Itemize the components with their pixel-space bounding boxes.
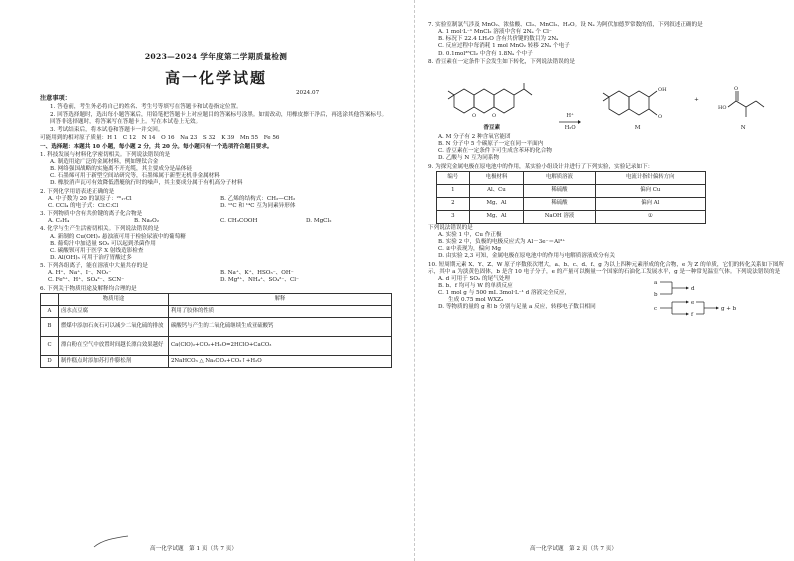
table-cell: 燃煤中添加石灰石可以减少二氧化硫的排放 (59, 317, 169, 336)
svg-text:HO: HO (718, 104, 727, 111)
structure-n-drawing (718, 85, 768, 125)
option: C. CH₃COOH (220, 218, 258, 225)
diagram-node-a: a (654, 279, 658, 286)
option: A. H⁺、Na⁺、I⁻、NO₃⁻ (48, 270, 112, 277)
option: D. Al(OH)₃ 可用于治疗胃酸过多 (50, 254, 132, 261)
option: B. 乙烯的结构式：CH₂—CH₂ (220, 195, 296, 202)
notes-heading: 注意事项： (40, 94, 71, 102)
table-row (437, 184, 706, 197)
question-2 (40, 189, 392, 210)
table-cell: D (41, 355, 59, 367)
table-cell: Al、Cu (469, 184, 524, 197)
table-header (41, 293, 59, 305)
question-3 (40, 211, 392, 225)
structure-m-drawing (601, 81, 675, 125)
table-cell: 利用了胶体的性质 (169, 305, 392, 317)
option: B. 标况下 22.4 LH₂O 含有共价键的数目为 2Nₐ (438, 36, 559, 43)
question-prompt: 下列说法错误的是 (428, 224, 473, 231)
question-stem: 6. 下列关于物质用途及解释均合理的是 (40, 285, 137, 292)
table-header: 解释 (169, 293, 392, 305)
option: C. Fe³⁺、H⁺、SO₄²⁻、SCN⁻ (48, 277, 125, 284)
option: D. 乙酸与 N 互为同系物 (438, 155, 500, 162)
table-cell: 2NaHCO₃ △ Na₂CO₃+CO₂↑+H₂O (169, 355, 392, 367)
table-cell: 稀硫酸 (524, 184, 595, 197)
question-4 (40, 226, 392, 262)
atomic-masses: 可能用到的相对原子质量：H 1 C 12 N 14 O 16 Na 23 S 32 K 39 Mn 55 Fe 56 (40, 135, 280, 142)
table-cell: 卤水点豆腐 (59, 305, 169, 317)
question-stem: 8. 香豆素在一定条件下会发生如下转化，下列说法错误的是 (428, 58, 575, 65)
diagram-node-b: b (654, 291, 658, 298)
question-stem: 9. 为探究金属电极在原电池中的作用，某实验小组设计并进行了下列实验，实验记录如下： (428, 163, 654, 170)
q6-table (40, 293, 392, 368)
coumarin-label: 香豆素 (483, 124, 501, 131)
structure-m (601, 81, 675, 132)
option: D. 由实验 2,3 可知，金属电极在原电池中的作用与电解质溶液成分有关 (438, 253, 615, 260)
structure-n (718, 85, 768, 132)
table-cell: 稀硫酸 (524, 197, 595, 210)
diagram-node-c: c (654, 305, 658, 312)
table-cell: 碳酸钙与产生的二氧化硫继续生成亚硫酸钙 (169, 317, 392, 336)
table-cell: 漂白粉在空气中放置时间越长漂白效果越好 (59, 336, 169, 355)
option: C. 香豆素在一定条件下可生成含苯环的化合物 (438, 148, 552, 155)
table-header: 电解质溶液 (524, 171, 595, 184)
option: A. d 可用于 SO₂ 的尾气处理 (438, 275, 510, 282)
option: A. M 分子有 2 种含氧官能团 (438, 133, 511, 140)
option: B. Na⁺、K⁺、HSO₃⁻、OH⁻ (220, 270, 294, 277)
svg-text:O: O (657, 113, 662, 120)
note-item: 1. 答卷前，考生务必将自己的姓名、考生号等填写在答题卡和试卷指定位置。 (50, 103, 242, 110)
svg-text:O: O (491, 112, 496, 119)
svg-text:O: O (471, 112, 476, 119)
question-1 (40, 152, 392, 188)
option: D. MgCl₂ (306, 218, 332, 225)
reaction-arrow (559, 113, 581, 132)
question-stem: 2. 下列化学用语表述正确的是 (40, 188, 115, 195)
question-8 (428, 59, 784, 163)
diagram-node-f: f (691, 311, 694, 318)
table-cell: 3 (437, 210, 470, 223)
note-item: 3. 考试结束后，将本试卷和答题卡一并交回。 (50, 127, 164, 134)
note-item: 2. 回答选择题时，选出每小题答案后，用铅笔把答题卡上对应题目的答案标号涂黑。如需改动，用橡皮擦干净后，再选涂其他答案标号。回答非选择题时，将答案写在答题卡上。写在本试卷上无效。 (50, 112, 388, 126)
svg-text:O: O (734, 85, 739, 92)
table-cell: 制作糕点时添加苏打作膨松剂 (59, 355, 169, 367)
option: B. N 分子中 5 个碳原子一定在同一平面内 (438, 141, 544, 148)
arrow-condition-top: H⁺ (566, 112, 574, 119)
handwritten-mark (92, 534, 132, 550)
reaction-scheme (428, 70, 784, 132)
table-row (41, 317, 392, 336)
q9-table (436, 171, 706, 224)
left-page (40, 0, 392, 561)
table-cell: Mg、Al (469, 197, 524, 210)
page-footer: 高一化学试题 第 1 页（共 7 页） (150, 545, 237, 552)
exam-title: 高一化学试题 (164, 68, 267, 87)
arrow-condition-bottom: H₂O (564, 125, 576, 132)
table-cell: Ca(ClO)₂+CO₂+H₂O=2HClO+CaCO₃ (169, 336, 392, 355)
option: D. 0.1mol³⁵Cl₂ 中含有 1.8Nₐ 个中子 (438, 50, 533, 57)
table-cell: 偏向 Al (595, 197, 705, 210)
exam-term: 2023—2024 学年度第二学期质量检测 (144, 52, 288, 61)
table-header: 电流计指针偏转方向 (595, 171, 705, 184)
option: C. ②中表现为，偏向 Mg (438, 246, 501, 253)
table-cell: A (41, 305, 59, 317)
option: D. Mg²⁺、NH₄⁺、SO₄²⁻、Cl⁻ (220, 277, 299, 284)
option: A. 1 mol·L⁻¹ MnCl₂ 溶液中含有 2Nₐ 个 Cl⁻ (438, 29, 552, 36)
question-stem: 7. 实验室制氯气涉及 MnO₂、浓盐酸、Cl₂、MnCl₂、H₂O。设 Nₐ 为阿伏加德罗常数的值，下列叙述正确的是 (428, 22, 703, 28)
question-stem: 1. 科技发展与材料化学密切相关。下列说法错误的是 (40, 151, 171, 158)
diagram-result: g + b (721, 305, 737, 312)
table-cell: 2 (437, 197, 470, 210)
coumarin-structure (444, 81, 540, 132)
table-cell: C (41, 336, 59, 355)
table-row (41, 305, 392, 317)
table-cell: B (41, 317, 59, 336)
exam-date: 2024.07 (296, 90, 320, 96)
option: B. 葡萄汁中加适量 SO₂ 可以起到杀菌作用 (50, 240, 156, 247)
option: D. 等物质的量的 g 和 b 分别与足量 a 反应，转移电子数目相同 (438, 304, 596, 311)
option: C. CCl₄ 的电子式：Cl:C:Cl (48, 202, 119, 209)
table-cell: NaOH 溶液 (524, 210, 595, 223)
table-cell: 偏向 Cu (595, 184, 705, 197)
table-row (41, 336, 392, 355)
section-heading: 一、选择题：本题共 10 小题，每小题 2 分，共 20 分。每小题只有一个选项符合题目要求。 (40, 143, 273, 150)
question-stem: 5. 下列各组离子，能在溶液中大量共存的是 (40, 263, 148, 270)
table-header: 电极材料 (469, 171, 524, 184)
option: A. 新制的 Cu(OH)₂ 悬浊液可用于检验尿液中的葡萄糖 (50, 233, 186, 240)
page-fold-line (414, 0, 415, 561)
diagram-node-e: e (691, 299, 695, 306)
option: B. Na₂O₂ (134, 218, 159, 225)
option: B. b、f 均可与 W 的单质反应 (438, 282, 513, 289)
question-5 (40, 263, 392, 284)
option: D. 橡胶消声瓦可有效降低潜艇航行时的噪声，其主要成分属于有机高分子材料 (50, 180, 243, 187)
option: A. C₂H₄ (48, 218, 70, 225)
table-cell: Mg、Al (469, 210, 524, 223)
page-footer: 高一化学试题 第 2 页（共 7 页） (530, 545, 617, 552)
right-page (428, 0, 784, 561)
question-10 (428, 261, 784, 318)
svg-text:OH: OH (657, 86, 667, 93)
table-row (437, 210, 706, 223)
option: C. 石墨烯可用于新型空间站研究等，石墨烯属于新型无机非金属材料 (50, 173, 220, 180)
table-row (41, 355, 392, 367)
option: C. 碳酸钡可用于医学 X 射线造影检查 (50, 247, 144, 254)
option: A. 中子数为 20 的氯原子：²⁰₁₇Cl (48, 195, 132, 202)
table-header: 编号 (437, 171, 470, 184)
option-continuation: 生成 0.75 mol WXZ₃ (448, 297, 504, 304)
question-9 (428, 164, 784, 261)
question-stem: 4. 化学与生产生活密切相关。下列说法错误的是 (40, 226, 159, 233)
table-header: 物质用途 (59, 293, 169, 305)
option: C. 1 mol g 与 500 mL 3mol·L⁻¹ d 溶液完全反应， (438, 290, 571, 297)
coumarin-structure-drawing (444, 81, 540, 125)
n-label: N (740, 124, 746, 131)
plus-sign: + (694, 97, 699, 104)
option: A. 制造用途广泛的金属材料，例如锂钛合金 (50, 158, 159, 165)
diagram-node-d: d (691, 285, 695, 292)
option: B. 实验 2 中，负极的电极反应式为 Al－3e⁻＝Al³⁺ (438, 239, 566, 246)
option: C. 反应过程中每消耗 1 mol MnO₂ 转移 2Nₐ 个电子 (438, 43, 570, 50)
option: A. 实验 1 中，Cu 作正极 (438, 231, 502, 238)
question-7 (428, 22, 784, 58)
question-stem: 3. 下列物质中含有共价键的离子化合物是 (40, 211, 143, 218)
table-cell: 1 (437, 184, 470, 197)
conversion-diagram (646, 276, 756, 332)
m-label: M (634, 124, 641, 131)
option: D. ¹²C 和 ¹⁴C 互为同素异形体 (220, 202, 296, 209)
option: B. 网络强国战略的实施离不开光缆，其主要成分是晶体硅 (50, 166, 192, 173)
question-6 (40, 286, 392, 368)
question-stem: 10. 短周期元素 X、Y、Z、W 原子序数依次增大，a、b、c、d、f、g 为以上四种元素形成的化合物，e 为 Z 的单质，它们的转化关系如下图所示，其中 a 为淡黄色固体，b 是含 10 电子分子，e 的产量可以衡量一个国家的石油化工发展水平，g 是一种常见温室气体。下列说法错误的是 (428, 261, 784, 275)
table-row (437, 197, 706, 210)
table-cell: ① (595, 210, 705, 223)
